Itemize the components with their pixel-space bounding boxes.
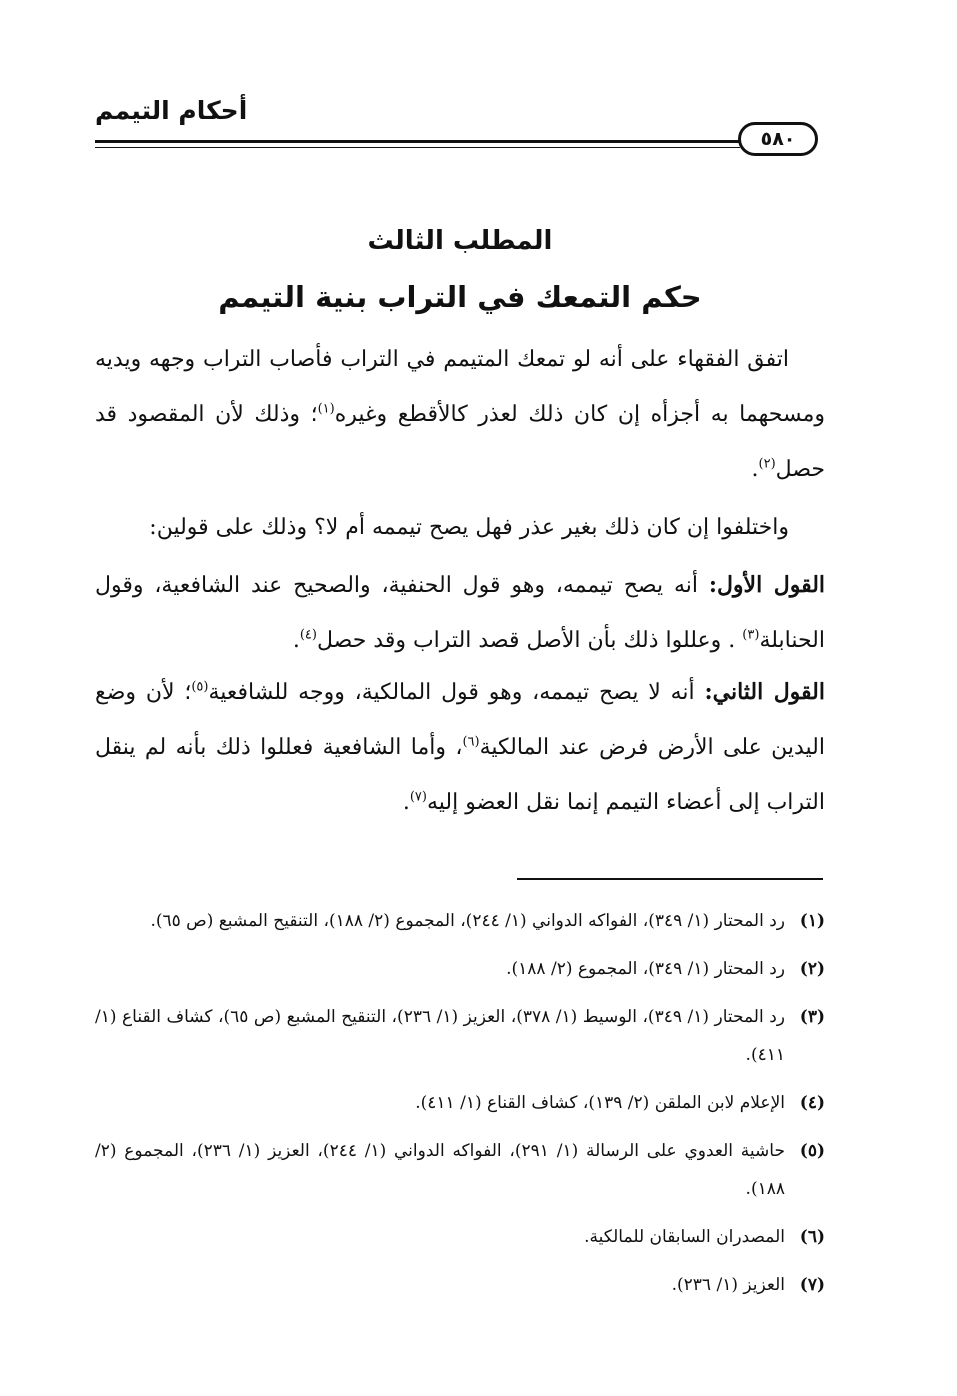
footnote-ref-1: (١) <box>317 401 335 417</box>
footnote-text: العزيز (١/ ٢٣٦). <box>671 1275 785 1295</box>
footnote-number: (٧) <box>799 1275 825 1295</box>
paragraph-2-text: واختلفوا إن كان ذلك بغير عذر فهل يصح تيممه أم لا؟ وذلك على قولين: <box>149 515 789 540</box>
section-title: حكم التمعك في التراب بنية التيمم <box>218 280 702 314</box>
paragraph-1-text-c: . <box>751 457 759 482</box>
paragraph-3-text-a: أنه يصح تيممه، وهو قول الحنفية، والصحيح عند الشافعية، وقول الحنابلة <box>95 573 825 653</box>
footnote-ref-3: (٣) <box>742 627 760 643</box>
footnote-5 <box>95 1132 825 1208</box>
footnote-3 <box>95 998 825 1074</box>
page-number-badge <box>738 122 818 156</box>
paragraph-1-text-a: اتفق الفقهاء على أنه لو تمعك المتيمم في التراب فأصاب التراب وجهه ويديه ومسحهما به أجزأه إن كان ذلك لعذر كالأقطع وغيره <box>95 347 825 427</box>
footnote-number: (٦) <box>799 1227 825 1247</box>
footnote-4 <box>95 1084 825 1122</box>
footnote-ref-4: (٤) <box>299 627 317 643</box>
second-opinion-label: القول الثاني: <box>704 679 825 705</box>
paragraph-1-text-b: ؛ وذلك لأن المقصود قد حصل <box>95 402 825 482</box>
footnotes <box>95 902 825 1314</box>
footnote-text: المصدران السابقان للمالكية. <box>584 1227 785 1247</box>
footnote-2 <box>95 950 825 988</box>
footnote-text: الإعلام لابن الملقن (٢/ ١٣٩)، كشاف القناع (١/ ٤١١). <box>415 1093 785 1113</box>
footnote-number: (٤) <box>799 1093 825 1113</box>
footnote-ref-2: (٢) <box>758 456 776 472</box>
paragraph-4-text-a: أنه لا يصح تيممه، وهو قول المالكية، ووجه للشافعية <box>208 680 705 705</box>
footnote-text: حاشية العدوي على الرسالة (١/ ٢٩١)، الفواكه الدواني (١/ ٢٤٤)، العزيز (١/ ٢٣٦)، المجموع (٢/ ١٨٨). <box>95 1141 785 1199</box>
footnote-6 <box>95 1218 825 1256</box>
footnote-number: (١) <box>799 911 825 931</box>
paragraph-1 <box>95 332 825 497</box>
paragraph-4-text-b: ؛ لأن وضع اليدين على الأرض فرض عند المالكية <box>95 680 825 760</box>
page-number: ٥٨٠ <box>760 128 796 150</box>
footnote-7 <box>95 1266 825 1304</box>
paragraph-3 <box>95 558 825 668</box>
footnote-number: (٣) <box>799 1007 825 1027</box>
paragraph-3-text-c: . <box>292 628 300 653</box>
footnote-ref-6: (٦) <box>462 734 480 750</box>
paragraph-4 <box>95 665 825 830</box>
footnote-text: رد المحتار (١/ ٣٤٩)، الفواكه الدواني (١/ ٢٤٤)، المجموع (٢/ ١٨٨)، التنقيح المشبع (ص ٦٥). <box>150 911 785 931</box>
paragraph-4-text-c: ، وأما الشافعية فعللوا ذلك بأنه لم ينقل التراب إلى أعضاء التيمم إنما نقل العضو إليه <box>95 735 825 815</box>
paragraph-2 <box>95 500 825 555</box>
footnote-text: رد المحتار (١/ ٣٤٩)، الوسيط (١/ ٣٧٨)، العزيز (١/ ٢٣٦)، التنقيح المشبع (ص ٦٥)، كشاف القناع (١/ ٤١١). <box>95 1007 785 1065</box>
footnote-text: رد المحتار (١/ ٣٤٩)، المجموع (٢/ ١٨٨). <box>506 959 785 979</box>
footnote-1 <box>95 902 825 940</box>
section-label: المطلب الثالث <box>367 226 553 256</box>
paragraph-3-text-b: . وعللوا ذلك بأن الأصل قصد التراب وقد حصل <box>316 628 743 653</box>
paragraph-4-text-d: . <box>402 790 410 815</box>
footnote-separator <box>517 878 823 880</box>
footnote-ref-5: (٥) <box>191 679 209 695</box>
footnote-ref-7: (٧) <box>409 789 427 805</box>
footnote-number: (٢) <box>799 959 825 979</box>
first-opinion-label: القول الأول: <box>708 572 826 598</box>
header-rule-thin <box>95 147 740 148</box>
footnote-number: (٥) <box>799 1141 825 1161</box>
running-title: أحكام التيمم <box>95 96 248 125</box>
header-rule <box>95 140 740 143</box>
